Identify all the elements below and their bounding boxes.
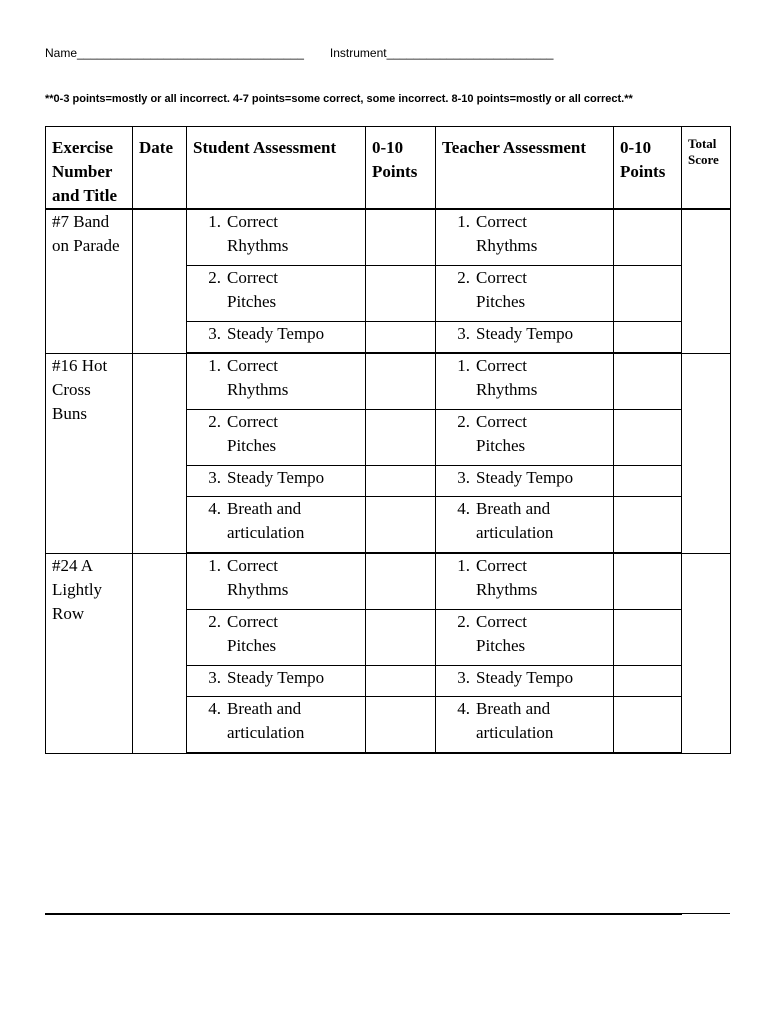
instrument-field[interactable]: Instrument_________________________ — [329, 46, 554, 60]
criterion-number: 3. — [208, 468, 221, 487]
col-header-total-score: Total Score — [682, 127, 731, 210]
student-criterion — [187, 466, 366, 497]
criterion-number: 4. — [457, 499, 470, 518]
date-cell[interactable] — [133, 553, 187, 753]
student-points-cell[interactable] — [366, 697, 436, 754]
criterion-number: 4. — [457, 699, 470, 718]
criterion-number: 2. — [208, 268, 221, 287]
total-score-cell[interactable] — [682, 353, 731, 553]
student-points-cell[interactable] — [366, 322, 436, 354]
teacher-points-cell[interactable] — [614, 209, 682, 266]
name-field[interactable]: Name__________________________________ — [45, 46, 304, 60]
teacher-points-cell[interactable] — [614, 697, 682, 754]
criterion-text: Steady Tempo — [476, 668, 574, 687]
student-criterion — [187, 553, 366, 610]
student-criterion — [187, 410, 366, 466]
teacher-criterion — [436, 666, 614, 697]
teacher-points-cell[interactable] — [614, 410, 682, 466]
total-score-cell[interactable] — [682, 209, 731, 353]
student-points-cell[interactable] — [366, 553, 436, 610]
exercise-title: #16 Hot Cross Buns — [46, 353, 133, 553]
header-line — [45, 46, 553, 60]
student-criterion — [187, 209, 366, 266]
teacher-points-cell[interactable] — [614, 497, 682, 554]
teacher-criterion — [436, 610, 614, 666]
scoring-note: **0-3 points=mostly or all incorrect. 4-7 points=some correct, some incorrect. 8-10 points=mostly or all correct.** — [45, 93, 633, 105]
student-points-cell[interactable] — [366, 353, 436, 410]
teacher-criterion — [436, 322, 614, 354]
criterion-number: 1. — [208, 212, 221, 231]
criterion-text: Correct Rhythms — [476, 212, 538, 255]
criterion-number: 1. — [208, 556, 221, 575]
criterion-text: Correct Rhythms — [227, 356, 289, 399]
criterion-text: Correct Pitches — [227, 268, 278, 311]
date-cell[interactable] — [133, 209, 187, 353]
header-row — [46, 127, 731, 210]
teacher-criterion — [436, 697, 614, 754]
criterion-text: Steady Tempo — [227, 468, 325, 487]
table-row — [46, 209, 731, 266]
col-header-student-points: 0-10 Points — [366, 127, 436, 210]
teacher-criterion — [436, 353, 614, 410]
criterion-number: 2. — [457, 268, 470, 287]
date-cell[interactable] — [133, 353, 187, 553]
teacher-criterion — [436, 410, 614, 466]
criterion-text: Correct Rhythms — [227, 556, 289, 599]
criterion-number: 1. — [457, 356, 470, 375]
student-criterion — [187, 697, 366, 754]
criterion-number: 4. — [208, 499, 221, 518]
teacher-points-cell[interactable] — [614, 666, 682, 697]
criterion-text: Correct Pitches — [476, 412, 527, 455]
criterion-number: 3. — [208, 668, 221, 687]
col-header-teacher-assessment: Teacher Assessment — [436, 127, 614, 210]
criterion-number: 3. — [457, 324, 470, 343]
student-criterion — [187, 666, 366, 697]
student-points-cell[interactable] — [366, 410, 436, 466]
criterion-number: 1. — [457, 212, 470, 231]
criterion-text: Steady Tempo — [476, 468, 574, 487]
criterion-text: Correct Rhythms — [476, 356, 538, 399]
criterion-number: 2. — [457, 412, 470, 431]
student-criterion — [187, 353, 366, 410]
exercise-title: #24 A Lightly Row — [46, 553, 133, 753]
exercise-title: #7 Band on Parade — [46, 209, 133, 353]
col-header-teacher-points: 0-10 Points — [614, 127, 682, 210]
criterion-text: Correct Pitches — [476, 612, 527, 655]
student-points-cell[interactable] — [366, 610, 436, 666]
criterion-number: 3. — [457, 668, 470, 687]
criterion-number: 1. — [208, 356, 221, 375]
assessment-table — [45, 126, 731, 754]
criterion-text: Correct Rhythms — [476, 556, 538, 599]
teacher-criterion — [436, 266, 614, 322]
teacher-points-cell[interactable] — [614, 466, 682, 497]
student-points-cell[interactable] — [366, 497, 436, 554]
student-criterion — [187, 322, 366, 354]
student-points-cell[interactable] — [366, 466, 436, 497]
criterion-text: Breath and articulation — [476, 499, 554, 542]
criterion-text: Steady Tempo — [476, 324, 574, 343]
teacher-points-cell[interactable] — [614, 266, 682, 322]
criterion-text: Steady Tempo — [227, 324, 325, 343]
criterion-number: 3. — [208, 324, 221, 343]
criterion-number: 3. — [457, 468, 470, 487]
criterion-text: Breath and articulation — [227, 499, 305, 542]
col-header-exercise: Exercise Number and Title — [46, 127, 133, 210]
student-criterion — [187, 266, 366, 322]
student-points-cell[interactable] — [366, 209, 436, 266]
teacher-criterion — [436, 466, 614, 497]
criterion-text: Breath and articulation — [476, 699, 554, 742]
teacher-points-cell[interactable] — [614, 553, 682, 610]
criterion-text: Correct Pitches — [476, 268, 527, 311]
teacher-criterion — [436, 553, 614, 610]
criterion-number: 2. — [457, 612, 470, 631]
teacher-points-cell[interactable] — [614, 322, 682, 354]
criterion-text: Breath and articulation — [227, 699, 305, 742]
signature-line-end — [682, 913, 730, 914]
table-row — [46, 353, 731, 410]
criterion-text: Steady Tempo — [227, 668, 325, 687]
student-criterion — [187, 610, 366, 666]
criterion-number: 4. — [208, 699, 221, 718]
student-points-cell[interactable] — [366, 666, 436, 697]
teacher-criterion — [436, 209, 614, 266]
col-header-date: Date — [133, 127, 187, 210]
teacher-criterion — [436, 497, 614, 554]
teacher-points-cell[interactable] — [614, 610, 682, 666]
student-criterion — [187, 497, 366, 554]
col-header-student-assessment: Student Assessment — [187, 127, 366, 210]
criterion-text: Correct Pitches — [227, 412, 278, 455]
table-row — [46, 553, 731, 610]
criterion-text: Correct Pitches — [227, 612, 278, 655]
criterion-number: 2. — [208, 612, 221, 631]
total-score-cell[interactable] — [682, 553, 731, 753]
student-points-cell[interactable] — [366, 266, 436, 322]
criterion-text: Correct Rhythms — [227, 212, 289, 255]
criterion-number: 2. — [208, 412, 221, 431]
signature-line — [45, 913, 682, 915]
teacher-points-cell[interactable] — [614, 353, 682, 410]
criterion-number: 1. — [457, 556, 470, 575]
